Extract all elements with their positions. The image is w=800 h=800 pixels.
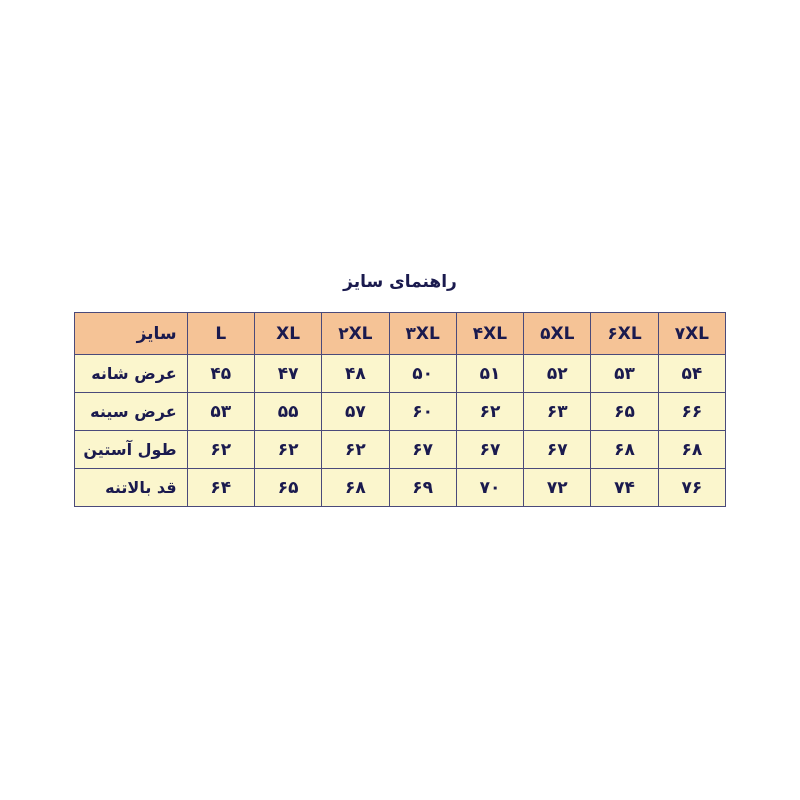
cell-shoulder-6xl: ۵۳ — [591, 355, 658, 393]
cell-chest-xl: ۵۵ — [254, 393, 321, 431]
cell-shoulder-3xl: ۵۰ — [389, 355, 456, 393]
cell-shoulder-4xl: ۵۱ — [456, 355, 523, 393]
cell-chest-3xl: ۶۰ — [389, 393, 456, 431]
cell-sleeve-7xl: ۶۸ — [658, 431, 725, 469]
row-label-shoulder-width: عرض شانه — [75, 355, 188, 393]
cell-shoulder-l: ۴۵ — [187, 355, 254, 393]
header-size-l: L — [187, 313, 254, 355]
header-size-6xl: ۶XL — [591, 313, 658, 355]
cell-shoulder-7xl: ۵۴ — [658, 355, 725, 393]
header-size-2xl: ۲XL — [322, 313, 389, 355]
cell-chest-7xl: ۶۶ — [658, 393, 725, 431]
row-label-chest-width: عرض سینه — [75, 393, 188, 431]
cell-chest-6xl: ۶۵ — [591, 393, 658, 431]
row-label-body-length: قد بالاتنه — [75, 469, 188, 507]
cell-shoulder-2xl: ۴۸ — [322, 355, 389, 393]
header-size-7xl: ۷XL — [658, 313, 725, 355]
table-row — [75, 355, 726, 393]
cell-sleeve-xl: ۶۲ — [254, 431, 321, 469]
cell-bodylength-6xl: ۷۴ — [591, 469, 658, 507]
table-row — [75, 431, 726, 469]
header-size-5xl: ۵XL — [524, 313, 591, 355]
cell-bodylength-7xl: ۷۶ — [658, 469, 725, 507]
row-label-sleeve-length: طول آستین — [75, 431, 188, 469]
header-label-size: سایز — [75, 313, 188, 355]
cell-sleeve-3xl: ۶۷ — [389, 431, 456, 469]
cell-bodylength-xl: ۶۵ — [254, 469, 321, 507]
cell-sleeve-2xl: ۶۲ — [322, 431, 389, 469]
table-row — [75, 393, 726, 431]
table-header-row — [75, 313, 726, 355]
cell-shoulder-xl: ۴۷ — [254, 355, 321, 393]
cell-chest-5xl: ۶۳ — [524, 393, 591, 431]
cell-sleeve-l: ۶۲ — [187, 431, 254, 469]
cell-bodylength-l: ۶۴ — [187, 469, 254, 507]
cell-bodylength-3xl: ۶۹ — [389, 469, 456, 507]
size-guide-table-container — [74, 312, 726, 507]
cell-bodylength-2xl: ۶۸ — [322, 469, 389, 507]
cell-chest-l: ۵۳ — [187, 393, 254, 431]
cell-chest-2xl: ۵۷ — [322, 393, 389, 431]
cell-sleeve-6xl: ۶۸ — [591, 431, 658, 469]
table-head — [75, 313, 726, 355]
cell-chest-4xl: ۶۲ — [456, 393, 523, 431]
cell-sleeve-4xl: ۶۷ — [456, 431, 523, 469]
header-size-4xl: ۴XL — [456, 313, 523, 355]
cell-bodylength-4xl: ۷۰ — [456, 469, 523, 507]
cell-bodylength-5xl: ۷۲ — [524, 469, 591, 507]
page-title: راهنمای سایز — [343, 272, 457, 292]
table-row — [75, 469, 726, 507]
header-size-xl: XL — [254, 313, 321, 355]
size-guide-table — [74, 312, 726, 507]
cell-sleeve-5xl: ۶۷ — [524, 431, 591, 469]
table-body — [75, 355, 726, 507]
cell-shoulder-5xl: ۵۲ — [524, 355, 591, 393]
header-size-3xl: ۳XL — [389, 313, 456, 355]
